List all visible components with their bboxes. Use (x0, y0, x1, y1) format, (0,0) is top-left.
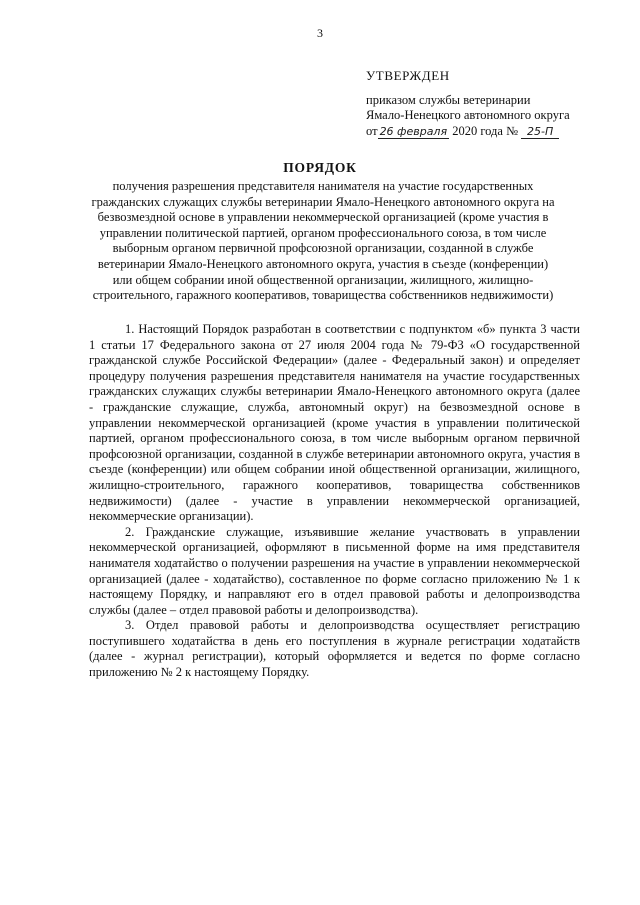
date-prefix: от (366, 123, 378, 138)
approval-line-agency: Ямало-Ненецкого автономного округа (366, 108, 570, 122)
year-text: 2020 года № (452, 123, 519, 138)
document-title: ПОРЯДОК (283, 160, 357, 175)
approval-block (366, 68, 630, 139)
paragraph-3: 3. Отдел правовой работы и делопроизводства осуществляет регистрацию поступившего ходатайства в день его поступления в журнале регистрации ходатайств (далее - журнал регистрации), который оформляется и ведется по форме согласно приложению № 2 к настоящему Порядку. (89, 618, 580, 680)
document-body (89, 322, 580, 681)
approval-date-line (366, 124, 630, 140)
handwritten-date: 26 февраля (379, 124, 448, 138)
paragraph-1: 1. Настоящий Порядок разработан в соответствии с подпунктом «б» пункта 3 части 1 статьи 17 Федерального закона от 27 июля 2004 года № 79-ФЗ «О государственной гражданской службе Российской Федерации» (далее - Федеральный закон) и определяет процедуру получения разрешения представителя нанимателя на участие государственных гражданских служащих службы ветеринарии Ямало-Ненецкого автономного округа (далее - гражданские служащие, служба, автономный округ) на безвозмездной основе в управлении некоммерческой организацией (кроме участия в управлении политической партией, органом профессионального союза, в том числе выборным органом первичной профсоюзной организации, созданной в службе ветеринарии автономного округа, участия в съезде (конференции) или общем собрании иной общественной организации, жилищного, жилищно-строительного, гаражного кооперативов, товарищества собственников недвижимости) (далее - участие в управлении некоммерческой организацией, некоммерческие организации). (89, 322, 580, 524)
paragraph-2: 2. Гражданские служащие, изъявившие желание участвовать в управлении некоммерческой организацией, оформляют в письменной форме на имя представителя нанимателя ходатайство о получении разрешения на участие в управлении некоммерческой организацией (далее - ходатайство), составленное по форме согласно приложению № 1 к настоящему Порядку, и направляют его в отдел правовой работы и делопроизводства службы (далее – отдел правовой работы и делопроизводства). (89, 524, 580, 617)
approval-line-order: приказом службы ветеринарии (366, 92, 531, 107)
document-subtitle: получения разрешения представителя нанимателя на участие государственных гражданских служащих службы ветеринарии Ямало-Ненецкого автономного округа на безвозмездной основе в управлении некоммерческой организацией (кроме участия в управлении политической партией, органом профессионального союза, в том числе выборным органом первичной профсоюзной организации, созданной в службе ветеринарии Ямало-Ненецкого автономного округа, участия в съезде (конференции) или общем собрании иной общественной организации, жилищного, жилищно-строительного, гаражного кооперативов, товарищества собственников недвижимости) (91, 179, 555, 303)
approved-title: УТВЕРЖДЕН (366, 68, 450, 83)
handwritten-order-number: 25-П (521, 126, 559, 139)
page-number: 3 (317, 26, 323, 40)
